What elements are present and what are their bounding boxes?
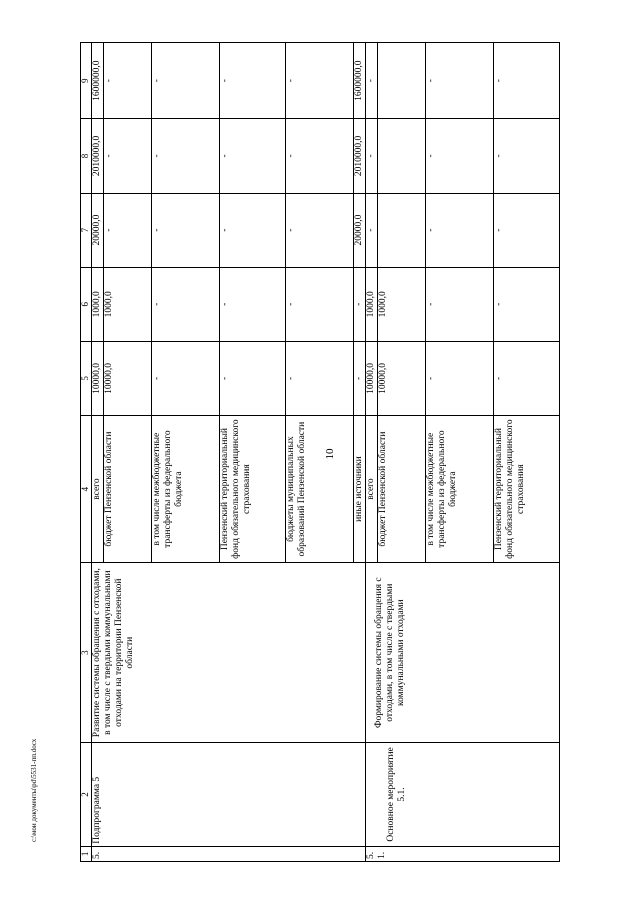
program-title: Развитие системы обращения с отходами, в том числе с твердыми коммунальными отходами на территории Пензенской области (92, 563, 366, 743)
source-cell: Пензенский территориальный фонд обязательного медицинского страхования (220, 415, 286, 562)
header-cell: 3 (81, 563, 92, 743)
header-cell: 6 (81, 267, 92, 341)
program-name: Подпрограмма 5 (92, 743, 366, 847)
value-cell: - (426, 119, 494, 193)
value-cell: - (104, 43, 152, 119)
value-cell: - (286, 43, 354, 119)
value-cell: - (426, 267, 494, 341)
value-cell: - (220, 267, 286, 341)
value-cell: 1600000,0 (92, 43, 104, 119)
row-number: 5. (92, 846, 366, 861)
value-cell: - (220, 341, 286, 415)
source-cell: всего (92, 415, 104, 562)
source-cell: бюджет Пензенской области (104, 415, 152, 562)
table-row (366, 43, 378, 862)
header-row (81, 43, 92, 862)
value-cell: - (104, 119, 152, 193)
value-cell: - (494, 267, 560, 341)
value-cell: - (286, 119, 354, 193)
value-cell: - (286, 267, 354, 341)
header-cell: 5 (81, 341, 92, 415)
value-cell: 1000,0 (104, 267, 152, 341)
value-cell: 1000,0 (366, 267, 378, 341)
program-name: Основное мероприятие 5.1. (366, 743, 560, 847)
value-cell (378, 193, 426, 267)
value-cell: - (366, 193, 378, 267)
value-cell: - (426, 193, 494, 267)
value-cell: - (220, 43, 286, 119)
value-cell: - (220, 119, 286, 193)
value-cell: 1000,0 (378, 267, 426, 341)
source-cell: всего (366, 415, 378, 562)
value-cell: - (494, 341, 560, 415)
value-cell: 10000,0 (378, 341, 426, 415)
header-cell: 2 (81, 743, 92, 847)
value-cell: - (354, 341, 366, 415)
value-cell: - (152, 267, 220, 341)
value-cell: - (494, 43, 560, 119)
source-cell: в том числе межбюджетные трансферты из федерального бюджета (426, 415, 494, 562)
value-cell: - (426, 341, 494, 415)
value-cell: - (366, 119, 378, 193)
budget-table (80, 42, 560, 862)
value-cell: - (104, 193, 152, 267)
program-title: Формирование системы обращения с отходами, в том числе с твердыми коммунальными отходами (366, 563, 560, 743)
value-cell: - (152, 341, 220, 415)
value-cell: - (286, 341, 354, 415)
header-cell: 9 (81, 43, 92, 119)
source-cell: бюджеты муниципальных образований Пензенской области (286, 415, 354, 562)
value-cell (378, 43, 426, 119)
value-cell: - (494, 119, 560, 193)
page-number: 10 (324, 448, 336, 460)
source-cell: бюджет Пензенской области (378, 415, 426, 562)
value-cell: 2010000,0 (354, 119, 366, 193)
budget-table-rotated (80, 42, 620, 862)
value-cell: 10000,0 (92, 341, 104, 415)
header-cell: 4 (81, 415, 92, 562)
value-cell (378, 119, 426, 193)
table-row (92, 43, 104, 862)
value-cell: - (494, 193, 560, 267)
source-cell: в том числе межбюджетные трансферты из федерального бюджета (152, 415, 220, 562)
value-cell: - (220, 193, 286, 267)
value-cell: 20000,0 (92, 193, 104, 267)
value-cell: 20000,0 (354, 193, 366, 267)
value-cell: - (152, 193, 220, 267)
header-cell: 8 (81, 119, 92, 193)
value-cell: - (152, 43, 220, 119)
value-cell: - (286, 193, 354, 267)
value-cell: - (426, 43, 494, 119)
header-cell: 1 (81, 846, 92, 861)
header-cell: 7 (81, 193, 92, 267)
value-cell: 1000,0 (92, 267, 104, 341)
value-cell: - (152, 119, 220, 193)
footer-file-path: c:\мои документы\pd\5531-пп.docx (30, 738, 38, 842)
value-cell: 10000,0 (366, 341, 378, 415)
value-cell: 2010000,0 (92, 119, 104, 193)
value-cell: 1600000,0 (354, 43, 366, 119)
value-cell: 10000,0 (104, 341, 152, 415)
row-number: 5.1. (366, 846, 560, 861)
value-cell: - (354, 267, 366, 341)
value-cell: - (366, 43, 378, 119)
source-cell: Пензенский территориальный фонд обязательного медицинского страхования (494, 415, 560, 562)
source-cell: иные источники (354, 415, 366, 562)
